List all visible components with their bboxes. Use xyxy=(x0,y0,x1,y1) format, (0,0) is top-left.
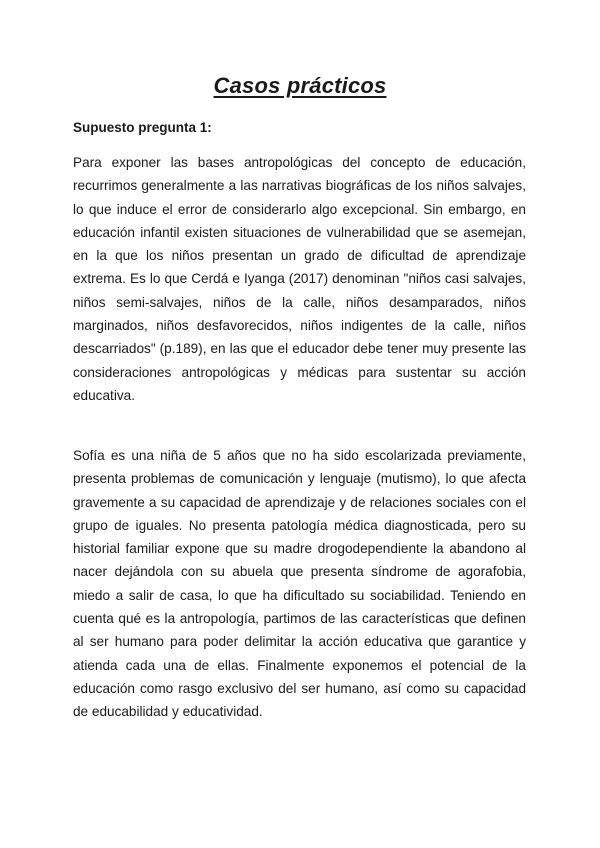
page-title: Casos prácticos xyxy=(213,73,387,98)
paragraph-intro: Para exponer las bases antropológicas del concepto de educación, recurrimos generalmente a las narrativas biográficas de los niños salvajes, lo que induce el error de considerarlo algo excepcional. Sin embargo, en educación infantil existen situaciones de vulnerabilidad que se asemejan, en la que los niños presentan un grado de dificultad de aprendizaje extrema. Es lo que Cerdá e Iyanga (2017) denominan "niños casi salvajes, niños semi-salvajes, niños de la calle, niños desamparados, niños marginados, niños desfavorecidos, niños indigentes de la calle, niños descarriados" (p.189), en las que el educador debe tener muy presente las consideraciones antropológicas y médicas para sustentar su acción educativa. xyxy=(73,155,526,403)
section-subtitle: Supuesto pregunta 1: xyxy=(73,120,212,135)
paragraph-case: Sofía es una niña de 5 años que no ha sido escolarizada previamente, presenta problemas de comunicación y lenguaje (mutismo), lo que afecta gravemente a su capacidad de aprendizaje y de relaciones sociales con el grupo de iguales. No presenta patología médica diagnosticada, pero su historial familiar expone que su madre drogodependiente la abandono al nacer dejándola con su abuela que presenta síndrome de agorafobia, miedo a salir de casa, lo que ha dificultado su sociabilidad. Teniendo en cuenta qué es la antropología, partimos de las características que definen al ser humano para poder delimitar la acción educativa que garantice y atienda cada una de ellas. Finalmente exponemos el potencial de la educación como rasgo exclusivo del ser humano, así como su capacidad de educabilidad y educatividad. xyxy=(73,448,526,720)
